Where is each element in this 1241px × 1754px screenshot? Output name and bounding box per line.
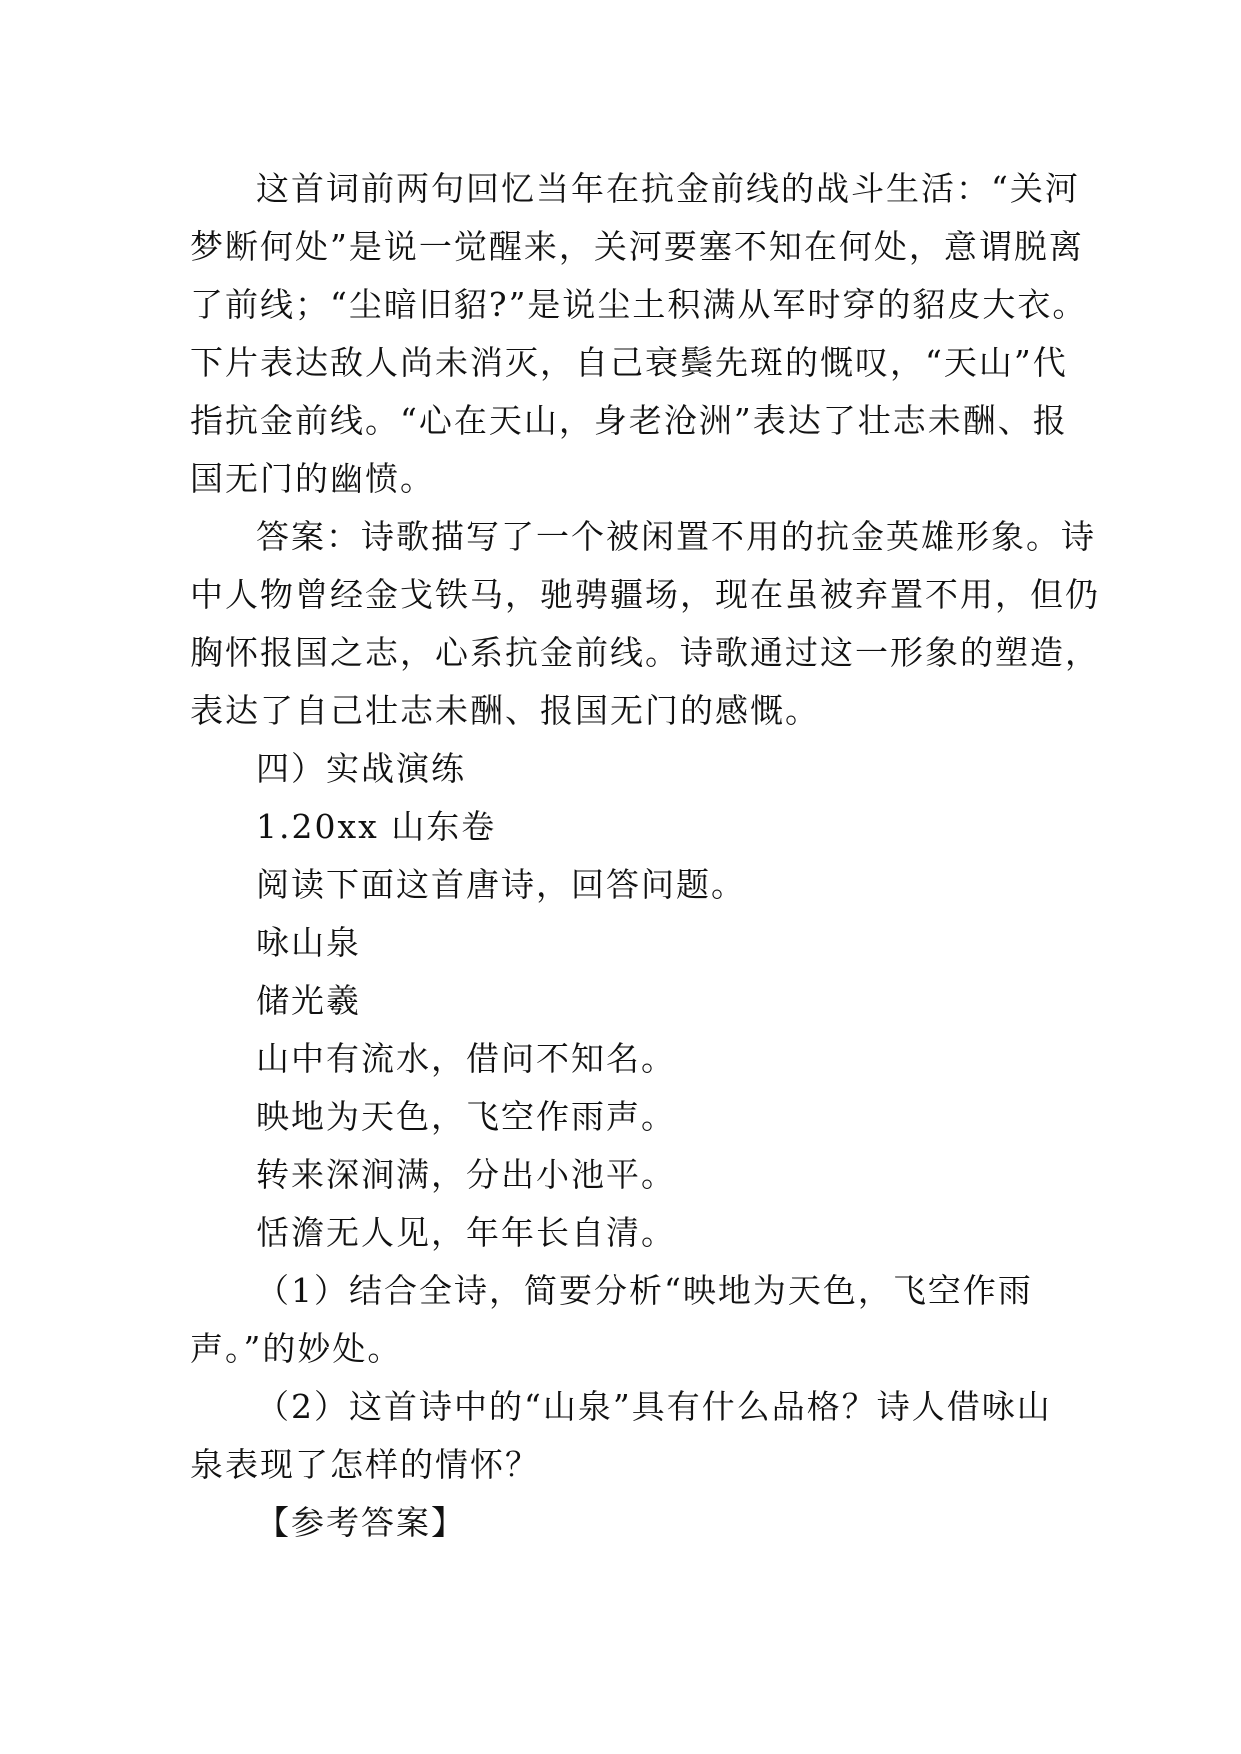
text-line: （2）这首诗中的“山泉”具有什么品格？诗人借咏山 — [256, 1387, 1052, 1426]
text-line: 指抗金前线。“心在天山，身老沧洲”表达了壮志未酬、报 — [190, 401, 1068, 440]
paragraph — [190, 856, 1070, 914]
text-line: 胸怀报国之志，心系抗金前线。诗歌通过这一形象的塑造， — [190, 633, 1100, 672]
text-line: 中人物曾经金戈铁马，驰骋疆场，现在虽被弃置不用，但仍 — [190, 575, 1100, 614]
paragraph — [190, 1146, 1070, 1204]
paragraph — [190, 740, 1070, 798]
paragraph — [190, 160, 1088, 508]
text-line: 咏山泉 — [256, 923, 361, 962]
paragraph — [190, 1204, 1070, 1262]
paragraph — [190, 1262, 1070, 1378]
text-line: 国无门的幽愤。 — [190, 459, 435, 498]
paragraph — [190, 508, 1100, 740]
text-line: 梦断何处”是说一觉醒来，关河要塞不知在何处，意谓脱离 — [190, 227, 1084, 266]
paragraph — [190, 1088, 1070, 1146]
paragraph — [190, 914, 1070, 972]
text-line: 答案：诗歌描写了一个被闲置不用的抗金英雄形象。诗 — [256, 517, 1096, 556]
text-line: 山中有流水，借问不知名。 — [256, 1039, 676, 1078]
text-line: 这首词前两句回忆当年在抗金前线的战斗生活：“关河 — [256, 169, 1080, 208]
paragraph — [190, 1030, 1070, 1088]
text-line: 【参考答案】 — [256, 1503, 466, 1542]
text-line: 泉表现了怎样的情怀？ — [190, 1445, 540, 1484]
text-line: 了前线；“尘暗旧貂?”是说尘土积满从军时穿的貂皮大衣。 — [190, 285, 1088, 324]
text-line: 转来深涧满，分出小池平。 — [256, 1155, 676, 1194]
text-line: 下片表达敌人尚未消灭，自己衰鬓先斑的慨叹，“天山”代 — [190, 343, 1068, 382]
paragraph — [190, 1378, 1070, 1494]
text-line: （1）结合全诗，简要分析“映地为天色，飞空作雨 — [256, 1271, 1033, 1310]
text-line: 1.20xx 山东卷 — [256, 807, 497, 846]
paragraph — [190, 1494, 1070, 1552]
paragraph — [190, 798, 1070, 856]
text-line: 表达了自己壮志未酬、报国无门的感慨。 — [190, 691, 820, 730]
text-line: 储光羲 — [256, 981, 361, 1020]
text-line: 映地为天色，飞空作雨声。 — [256, 1097, 676, 1136]
document-body — [190, 160, 1100, 1552]
paragraph — [190, 972, 1070, 1030]
text-line: 四）实战演练 — [256, 749, 466, 788]
text-line: 声。”的妙处。 — [190, 1329, 403, 1368]
text-line: 阅读下面这首唐诗，回答问题。 — [256, 865, 746, 904]
text-line: 恬澹无人见，年年长自清。 — [256, 1213, 676, 1252]
